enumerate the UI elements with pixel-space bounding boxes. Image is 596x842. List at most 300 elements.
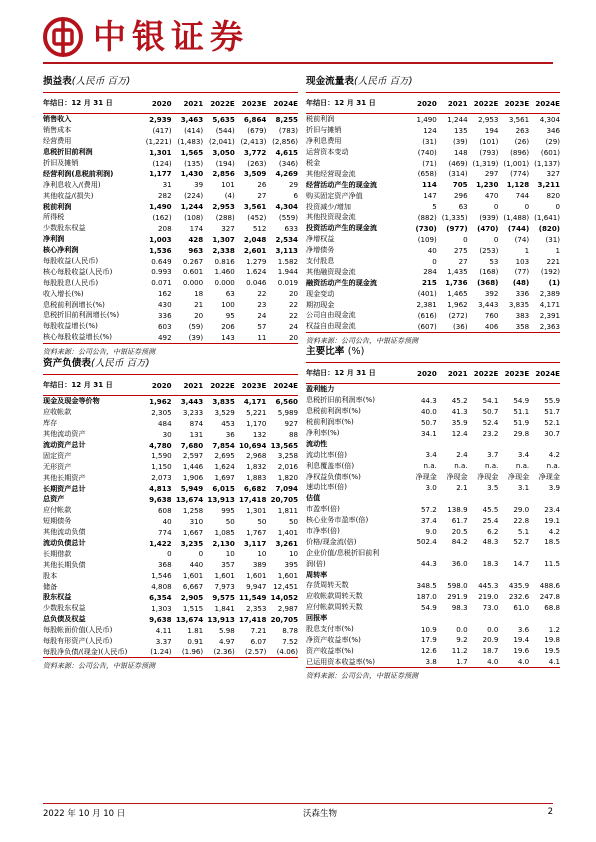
cell-value: 净现金	[507, 471, 530, 481]
row-label: 每股收益(人民币)	[43, 256, 99, 266]
cell-value: 963	[188, 245, 204, 255]
cell-value: 3.4	[517, 450, 530, 460]
table-row	[43, 212, 298, 223]
cell-value: 21	[194, 300, 204, 310]
cell-value: 6,354	[149, 592, 172, 602]
cell-value: 358	[498, 321, 529, 332]
cell-value: 148	[454, 147, 468, 157]
cell-value: 598.0	[447, 580, 468, 590]
cell-value: (1,221)	[145, 136, 172, 146]
table-row	[43, 429, 298, 440]
cell-value: (77)	[514, 267, 530, 277]
row-label: 股东权益	[43, 592, 72, 602]
cell-value: (793)	[479, 147, 499, 157]
cell-value: 3.5	[487, 482, 499, 492]
row-label: 每股股息(人民币)	[43, 277, 99, 287]
ratios-table	[306, 363, 560, 668]
cell-value	[529, 384, 560, 395]
cell-value: 2,939	[149, 114, 172, 124]
cell-value: 760	[484, 310, 499, 320]
cell-value: 1,128	[506, 180, 530, 190]
row-label: 回报率	[306, 613, 328, 623]
cell-value: 3,113	[275, 245, 298, 255]
row-label: 其他收益/(损失)	[43, 190, 94, 200]
cell-value: 0.91	[187, 636, 204, 646]
cell-value: 284	[423, 267, 437, 277]
cell-value: 2.4	[456, 450, 468, 460]
row-label: 总负债及权益	[43, 614, 86, 624]
cell-value: 1,601	[277, 571, 298, 581]
cell-value: (346)	[278, 158, 298, 168]
cell-value: 57.2	[421, 504, 437, 514]
cell-value: 445.3	[478, 580, 499, 590]
cell-value: 0.071	[151, 278, 172, 288]
cell-value: 4.97	[218, 636, 235, 646]
table-row	[43, 136, 298, 147]
table-row	[306, 471, 560, 482]
table-row	[306, 234, 560, 245]
cell-value: 1,435	[447, 267, 468, 277]
row-label: 核心每股收益(人民币)	[43, 266, 113, 276]
cell-value: 4,171	[539, 300, 560, 310]
cell-value	[406, 438, 437, 449]
cell-value: 4,808	[151, 582, 172, 592]
table-row	[306, 482, 560, 493]
table-row	[306, 547, 560, 558]
cell-value: 221	[546, 256, 560, 266]
cell-value: 1,422	[149, 538, 172, 548]
header-row	[43, 93, 298, 114]
cell-value: 50	[225, 516, 235, 526]
cell-value: (417)	[152, 125, 172, 135]
cell-value: 135	[454, 125, 468, 135]
table-row	[43, 310, 298, 321]
cell-value: 40	[162, 516, 172, 526]
row-label: 每股有形资产(人民币)	[43, 636, 113, 646]
cell-value: 净现金	[415, 471, 437, 481]
table-row	[306, 515, 560, 526]
row-label: 期初现金	[306, 299, 335, 309]
cashflow-title: 现金流量表(人民币 百万)	[306, 72, 560, 93]
cell-value	[406, 547, 437, 558]
cell-value: 净现金	[446, 471, 468, 481]
cell-value: 68.8	[544, 602, 560, 612]
cell-value: 1,515	[182, 603, 204, 613]
table-row	[43, 505, 298, 516]
cell-value: (607)	[406, 321, 437, 332]
row-label: 净权益负债率(%)	[306, 471, 361, 481]
cell-value: 1,258	[182, 505, 204, 515]
cell-value: 19.4	[513, 635, 530, 645]
column-header-year: 2021	[172, 93, 204, 114]
cell-value: 23.4	[544, 504, 560, 514]
cell-value: 12.4	[451, 428, 468, 438]
cell-value	[498, 493, 529, 504]
cell-value: 52.1	[544, 417, 560, 427]
table-row	[43, 321, 298, 332]
cell-value: 54.9	[513, 395, 530, 405]
cell-value: 608	[158, 505, 172, 515]
cell-value	[468, 493, 499, 504]
cell-value: 41.3	[451, 406, 468, 416]
footer-company: 沃森生物	[303, 809, 338, 819]
cell-value: 22.8	[513, 515, 530, 525]
cell-value: 103	[515, 256, 530, 266]
cell-value: 52.4	[482, 417, 499, 427]
cell-value: (192)	[540, 267, 560, 277]
cell-value: 50	[257, 516, 267, 526]
row-label: 支付股息	[306, 256, 335, 266]
brand-header	[43, 17, 249, 57]
cell-value: (2,413)	[240, 136, 267, 146]
cell-value: 29	[288, 180, 298, 190]
cell-value	[437, 613, 468, 624]
table-row	[306, 212, 560, 223]
cell-value: (977)	[446, 223, 468, 233]
column-header-year: 2020	[140, 375, 172, 396]
row-label: 税前利润	[306, 114, 335, 124]
column-header-label: 年结日：12 月 31 日	[306, 363, 406, 384]
cell-value: 51.9	[513, 417, 530, 427]
table-row	[306, 569, 560, 580]
cell-value: 0.816	[214, 256, 235, 266]
table-row	[306, 602, 560, 613]
cell-value: 1,244	[447, 114, 468, 124]
cell-value: 1.81	[187, 625, 204, 635]
cell-value: 5,221	[246, 407, 267, 417]
row-label: 价格/现金流(倍)	[306, 536, 357, 546]
cell-value	[437, 547, 468, 558]
row-label: 资产收益率(%)	[306, 645, 354, 655]
cell-value: 297	[484, 169, 499, 179]
table-row	[43, 559, 298, 570]
table-row	[306, 288, 560, 299]
cell-value: (544)	[215, 125, 235, 135]
cell-value: 1,906	[182, 473, 204, 483]
cell-value: (263)	[247, 158, 267, 168]
table-row	[43, 461, 298, 472]
table-row	[43, 570, 298, 581]
row-label: 无形资产	[43, 461, 72, 471]
cell-value: 215	[421, 278, 437, 288]
cell-value: 11.2	[451, 646, 468, 656]
cell-value: 10	[257, 549, 267, 559]
cell-value: 20	[194, 310, 204, 320]
cell-value: 0	[198, 549, 204, 559]
cell-value: 10.9	[421, 624, 437, 634]
cell-value: 383	[515, 310, 530, 320]
cell-value: 1,301	[149, 147, 172, 157]
cell-value: 1,303	[151, 603, 172, 613]
table-row	[43, 223, 298, 234]
cell-value: 10	[288, 549, 298, 559]
table-row	[306, 613, 560, 624]
cell-value: 874	[189, 418, 204, 428]
cell-value: 2,695	[214, 451, 235, 461]
cell-value: 2,130	[212, 538, 235, 548]
cell-value: (1.96)	[172, 646, 204, 657]
cell-value	[468, 569, 499, 580]
table-row	[306, 624, 560, 635]
cell-value: 48.3	[482, 537, 499, 547]
row-label: 已运用资本收益率(%)	[306, 656, 406, 667]
cell-value	[468, 613, 499, 624]
cell-value: (108)	[184, 212, 204, 222]
cell-value: (74)	[514, 234, 530, 244]
cell-value: 389	[252, 560, 267, 570]
cell-value: 2,953	[212, 202, 235, 212]
cell-value: 5	[432, 202, 437, 212]
table-row	[43, 332, 298, 343]
cell-value: (740)	[417, 147, 437, 157]
cell-value: 13,913	[207, 614, 235, 624]
row-label: 息税折旧前利润	[43, 147, 93, 157]
row-label: 流动负债总计	[43, 538, 86, 548]
cell-value: 1,536	[149, 245, 172, 255]
cell-value: 63	[225, 289, 235, 299]
table-row	[306, 136, 560, 147]
cell-value: (882)	[417, 212, 437, 222]
cell-value: (162)	[152, 212, 172, 222]
cell-value: 1,307	[212, 234, 235, 244]
cell-value: 57	[257, 321, 267, 331]
cell-value: 40	[427, 245, 437, 255]
cell-value: 208	[158, 223, 172, 233]
table-row	[43, 418, 298, 429]
cell-value	[498, 438, 529, 449]
table-row	[306, 179, 560, 190]
cell-value: 3.6	[517, 624, 530, 634]
cell-value: 4.2	[548, 526, 560, 536]
row-label: 运营资本变动	[306, 147, 349, 157]
column-header-label: 年结日：12 月 31 日	[306, 93, 406, 114]
page-footer	[43, 803, 553, 822]
cell-value: (1,137)	[534, 158, 560, 168]
row-label: 流动性	[306, 438, 328, 448]
table-row	[43, 494, 298, 505]
cell-value: 9,638	[149, 494, 172, 504]
cell-value: 430	[158, 300, 172, 310]
cell-value: 1.7	[437, 656, 468, 667]
header-rule	[43, 62, 553, 64]
table-row	[43, 234, 298, 245]
cell-value: 1,601	[246, 571, 267, 581]
cell-value: (71)	[422, 158, 437, 168]
cell-value: 3.1	[517, 482, 530, 492]
income-panel	[43, 72, 298, 359]
header-row	[306, 363, 560, 384]
cell-value: 101	[221, 180, 235, 190]
table-row	[43, 396, 298, 407]
cell-value	[498, 613, 529, 624]
bank-of-china-logo-icon	[43, 17, 83, 57]
cell-value: (288)	[215, 212, 235, 222]
cell-value: 2,389	[539, 289, 560, 299]
cell-value: 7.21	[250, 625, 267, 635]
cell-value: 162	[158, 289, 172, 299]
row-label: 速动比率(倍)	[306, 482, 348, 492]
cell-value: 55.9	[544, 395, 560, 405]
cell-value: 19.1	[544, 515, 560, 525]
cell-value: 10,694	[239, 440, 267, 450]
cell-value: 5,989	[277, 407, 298, 417]
cell-value: 219.0	[478, 591, 499, 601]
row-label: 净增债务	[306, 245, 335, 255]
cell-value: 296	[454, 191, 468, 201]
cell-value: 30	[162, 429, 172, 439]
row-label: 息税折旧前利润率(%)	[306, 395, 376, 405]
table-row	[306, 526, 560, 537]
cell-value	[468, 384, 499, 395]
cell-value: 37.4	[421, 515, 437, 525]
cell-value: 23	[257, 300, 267, 310]
cell-value: 18.3	[482, 559, 499, 569]
cell-value: (314)	[448, 169, 468, 179]
table-row	[43, 256, 298, 267]
table-row	[306, 558, 560, 569]
cell-value: 143	[203, 332, 235, 343]
cell-value: (470)	[477, 223, 499, 233]
cell-value: 50.7	[482, 406, 499, 416]
row-label: 税前利润率(%)	[306, 417, 354, 427]
cell-value: 4,615	[275, 147, 298, 157]
cell-value: 52.7	[513, 537, 530, 547]
cell-value: 17.9	[421, 635, 437, 645]
row-label: 长期借款	[43, 548, 72, 558]
row-label: 投资活动产生的现金流	[306, 223, 377, 233]
table-row	[43, 527, 298, 538]
footer-date: 2022 年 10 月 10 日	[43, 809, 126, 819]
cell-value: (896)	[510, 147, 530, 157]
cell-value: 98.3	[451, 602, 468, 612]
cell-value: 6.2	[487, 526, 499, 536]
cell-value: 0.000	[182, 278, 204, 288]
cashflow-table	[306, 93, 560, 333]
cell-value: 0.0	[456, 624, 468, 634]
cell-value: 25.4	[482, 515, 499, 525]
cell-value: 406	[468, 321, 499, 332]
table-row	[43, 288, 298, 299]
cell-value: 1,085	[214, 527, 235, 537]
cell-value: 3,463	[180, 114, 204, 124]
cell-value: 22	[257, 289, 267, 299]
cell-value: 44.3	[421, 559, 437, 569]
table-row	[306, 223, 560, 234]
header-row	[43, 375, 298, 396]
table-row	[306, 266, 560, 277]
cell-value: (26)	[514, 136, 530, 146]
row-label: 流动资产总计	[43, 440, 86, 449]
row-label: 税金	[306, 158, 321, 167]
column-header-year: 2023E	[235, 375, 267, 396]
cashflow-panel	[306, 72, 560, 348]
table-row	[43, 299, 298, 310]
cell-value: 2,363	[529, 321, 560, 332]
column-header-year: 2024E	[266, 375, 298, 396]
row-label: 公司自由现金流	[306, 310, 356, 320]
income-source: 资料来源：公司公告，中银证券预测	[43, 347, 155, 356]
cell-value: 327	[546, 169, 560, 179]
cell-value: 1,177	[149, 169, 172, 179]
cell-value: 3,050	[212, 147, 235, 157]
cell-value: 95	[225, 310, 235, 320]
table-row	[306, 460, 560, 471]
cell-value: (39)	[453, 136, 468, 146]
income-table	[43, 93, 298, 344]
cell-value	[529, 493, 560, 504]
row-label: 每股帐面价值(人民币)	[43, 625, 113, 635]
cell-value: 26	[257, 180, 267, 190]
cell-value: 1.2	[548, 624, 560, 634]
header-row	[306, 93, 560, 114]
cell-value: 7,973	[214, 582, 235, 592]
cell-value: 428	[188, 234, 204, 244]
cell-value	[529, 438, 560, 449]
cell-value: 1,820	[277, 473, 298, 483]
cell-value	[468, 547, 499, 558]
cell-value: 0	[463, 234, 468, 244]
cell-value: 30.7	[544, 428, 560, 438]
cell-value: 11	[235, 332, 267, 343]
ratios-panel	[306, 342, 560, 683]
table-row	[306, 190, 560, 201]
cell-value: 0.267	[182, 256, 204, 266]
table-row	[43, 245, 298, 256]
cell-value: (2,856)	[272, 136, 298, 146]
cell-value: (601)	[540, 147, 560, 157]
cell-value: (1,335)	[441, 212, 468, 222]
column-header-year: 2022E	[203, 93, 235, 114]
cell-value: 3,835	[508, 300, 530, 310]
cell-value: n.a.	[423, 461, 437, 471]
cell-value: 310	[189, 516, 204, 526]
cell-value: 0.046	[246, 278, 267, 288]
cell-value: 1,601	[182, 571, 204, 581]
cell-value: 6.07	[250, 636, 267, 646]
cell-value	[529, 613, 560, 624]
cell-value: 20,705	[270, 614, 298, 624]
cell-value: 29.0	[513, 504, 530, 514]
cell-value: 53	[489, 256, 499, 266]
table-row	[306, 417, 560, 428]
row-label: 其他投资现金流	[306, 212, 356, 222]
cell-value: 12.6	[421, 646, 437, 656]
cell-value: 138.9	[447, 504, 468, 514]
cell-value: 34.1	[421, 428, 437, 438]
row-label: 少数股东权益	[43, 603, 86, 613]
cell-value: 1.582	[277, 256, 298, 266]
column-header-year: 2024E	[266, 93, 298, 114]
cell-value: (2.36)	[203, 646, 235, 657]
table-row	[306, 493, 560, 504]
cell-value: 4,304	[275, 202, 298, 212]
cell-value: 54.9	[421, 602, 437, 612]
cell-value: 453	[221, 418, 235, 428]
column-header-label: 年结日：12 月 31 日	[43, 375, 140, 396]
cell-value: 13,674	[175, 494, 204, 504]
cell-value: 131	[189, 429, 204, 439]
cell-value: (1,488)	[503, 212, 530, 222]
cell-value: (272)	[448, 310, 468, 320]
cell-value: (1,641)	[534, 212, 560, 222]
cell-value: 336	[158, 310, 172, 320]
row-label: 经营利润(息税前利润)	[43, 168, 114, 178]
row-label: 应收帐款周转天数	[306, 591, 363, 601]
table-row	[43, 158, 298, 169]
cell-value: 3,235	[180, 538, 204, 548]
cell-value: 1.460	[214, 267, 235, 277]
cell-value: 357	[221, 560, 235, 570]
